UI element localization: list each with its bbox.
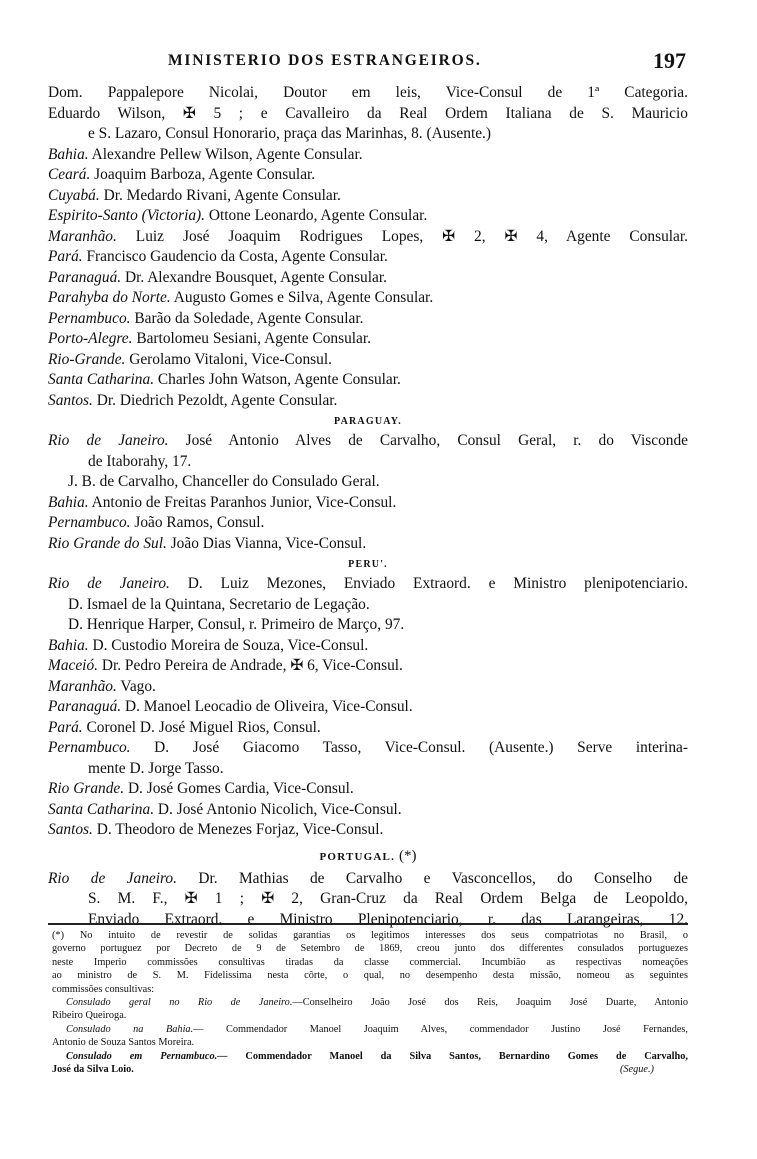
text-line: de Itaborahy, 17. [88, 452, 192, 470]
place-name: Pernambuco. [48, 739, 131, 756]
text-line: Pernambuco. D. José Giacomo Tasso, Vice-Consul. (Ausente.) Serve interina- [48, 739, 688, 756]
place-name: Santos. [48, 391, 93, 409]
text-line: Maranhão. Luiz José Joaquim Rodrigues Lopes, ✠ 2, ✠ 4, Agente Consular. [48, 227, 688, 245]
place-name: Pará. [48, 248, 83, 265]
place-name: Maceió. [48, 657, 98, 674]
footnote-line: Consulado em Pernambuco.— Commendador Manoel da Silva Santos, Bernardino Gomes de Carvalho, [66, 1050, 688, 1062]
footnote-line: governo portuguez por Decreto de 9 de Setembro de 1869, creou junto dos differentes consulados portuguezes [52, 943, 688, 955]
place-name: Parahyba do Norte. [48, 289, 171, 306]
text-line: Santa Catharina. Charles John Watson, Agente Consular. [48, 371, 401, 388]
place-name: Rio Grande do Sul. [48, 534, 167, 552]
footnote-line: Consulado geral no Rio de Janeiro.—Conselheiro João José dos Reis, Joaquim José Duarte, Antonio [66, 996, 688, 1008]
text-line: Pernambuco. João Ramos, Consul. [48, 514, 265, 531]
footnote-rule [48, 923, 688, 925]
place-name: Rio de Janeiro. [48, 575, 170, 592]
text-line: Espirito-Santo (Victoria). Ottone Leonardo, Agente Consular. [48, 207, 428, 224]
place-name: Santos. [48, 821, 93, 838]
text-line: Santos. D. Theodoro de Menezes Forjaz, Vice-Consul. [48, 821, 384, 838]
place-name: Paranaguá. [48, 698, 122, 715]
place-name: Paranaguá. [48, 268, 122, 286]
text-line: Pernambuco. Barão da Soledade, Agente Consular. [48, 309, 364, 327]
section-heading-portugal: PORTUGAL. (*) [319, 847, 417, 864]
footnote-continued: (Segue.) [619, 1063, 654, 1075]
text-line: Santos. Dr. Diedrich Pezoldt, Agente Consular. [48, 391, 338, 409]
text-line: Santa Catharina. D. José Antonio Nicolich, Vice-Consul. [48, 800, 402, 818]
place-name: Espirito-Santo (Victoria). [48, 207, 206, 224]
text-line: Enviado Extraord. e Ministro Plenipotenciario, r. das Larangeiras, 12. [88, 910, 688, 928]
place-name: Santa Catharina. [48, 800, 155, 818]
text-line: D. Henrique Harper, Consul, r. Primeiro de Março, 97. [68, 616, 405, 633]
footnote-line: (*) No intuito de revestir de solidas garantias os legitimos interesses dos seus compatriotas no Brasil, o [52, 930, 688, 941]
text-line: Rio Grande do Sul. João Dias Vianna, Vice-Consul. [48, 534, 367, 552]
place-name: Bahia. [48, 636, 89, 654]
place-name: Rio-Grande. [48, 350, 126, 368]
text-line: D. Ismael de la Quintana, Secretario de Legação. [68, 595, 370, 613]
text-line: e S. Lazaro, Consul Honorario, praça das Marinhas, 8. (Ausente.) [88, 125, 492, 142]
text-line: Maranhão. Vago. [48, 677, 156, 695]
text-line: Pará. Francisco Gaudencio da Costa, Agente Consular. [48, 248, 388, 265]
paraguay-entries [48, 431, 688, 554]
section-heading-peru: PERU'. [348, 559, 388, 570]
place-name: Rio Grande. [48, 780, 125, 797]
section-heading-paraguay: PARAGUAY. [334, 416, 402, 427]
footnote-line: José da Silva Loio. [52, 1063, 134, 1075]
footnote-line: Ribeiro Queiroga. [52, 1010, 127, 1022]
text-line: Bahia. Antonio de Freitas Paranhos Junior, Vice-Consul. [48, 493, 397, 511]
text-line: Ceará. Joaquim Barboza, Agente Consular. [48, 166, 316, 183]
place-name: Bahia. [48, 493, 89, 511]
place-name: Rio de Janeiro. [48, 869, 177, 887]
text-line: J. B. de Carvalho, Chanceller do Consulado Geral. [68, 473, 380, 490]
footnote-line: commissões consultivas: [52, 983, 155, 995]
place-name: Ceará. [48, 166, 91, 183]
footnote-line: Antonio de Souza Santos Moreira. [52, 1037, 195, 1049]
footnote-line: Consulado na Bahia.— Commendador Manoel Joaquim Alves, commendador Justino José Fernandes, [66, 1023, 689, 1035]
text-line: Rio de Janeiro. José Antonio Alves de Carvalho, Consul Geral, r. do Visconde [48, 432, 688, 449]
place-name: Pernambuco. [48, 514, 131, 531]
place-name: Pará. [48, 718, 83, 736]
portugal-entries [48, 869, 688, 931]
text-line: Maceió. Dr. Pedro Pereira de Andrade, ✠ 6, Vice-Consul. [48, 657, 403, 674]
text-line: Parahyba do Norte. Augusto Gomes e Silva, Agente Consular. [48, 289, 434, 306]
text-line: Paranaguá. Dr. Alexandre Bousquet, Agente Consular. [48, 268, 387, 286]
text-line: Pará. Coronel D. José Miguel Rios, Consul. [48, 718, 321, 736]
peru-entries [48, 574, 688, 841]
page-number: 197 [653, 48, 686, 73]
running-title: MINISTERIO DOS ESTRANGEIROS. [168, 52, 482, 69]
text-line: Rio de Janeiro. Dr. Mathias de Carvalho e Vasconcellos, do Conselho de [48, 869, 689, 887]
text-line: Dom. Pappalepore Nicolai, Doutor em leis, Vice-Consul de 1ª Categoria. [48, 84, 688, 101]
place-name: Pernambuco. [48, 309, 131, 327]
footnote-line: ao ministro de S. M. Fidelissima nesta côrte, o qual, no desempenho desta missão, nomeou as seguintes [52, 970, 688, 982]
text-line: Rio de Janeiro. D. Luiz Mezones, Enviado Extraord. e Ministro plenipotenciario. [48, 575, 688, 592]
place-name: Maranhão. [48, 677, 117, 695]
footnote-line: neste Imperio commissões consultivas tiradas da classe commercial. Incumbião as respectivas nomeações [52, 956, 688, 968]
text-line: Porto-Alegre. Bartolomeu Sesiani, Agente Consular. [48, 330, 372, 347]
page-header [48, 50, 688, 76]
place-name: Maranhão. [48, 227, 117, 245]
place-name: Bahia. [48, 145, 89, 163]
place-name: Rio de Janeiro. [48, 432, 169, 449]
text-line: Bahia. Alexandre Pellew Wilson, Agente Consular. [48, 145, 363, 163]
text-line: mente D. Jorge Tasso. [88, 759, 224, 777]
place-name: Cuyabá. [48, 186, 100, 204]
text-line: Rio Grande. D. José Gomes Cardia, Vice-Consul. [48, 780, 354, 797]
place-name: Santa Catharina. [48, 371, 155, 388]
italy-entries [48, 83, 688, 411]
text-line: Cuyabá. Dr. Medardo Rivani, Agente Consular. [48, 186, 341, 204]
footnote-marker: (*) [398, 847, 417, 864]
text-line: S. M. F., ✠ 1 ; ✠ 2, Gran-Cruz da Real Ordem Belga de Leopoldo, [88, 890, 688, 907]
text-line: Paranaguá. D. Manoel Leocadio de Oliveira, Vice-Consul. [48, 698, 413, 715]
page-body [48, 83, 688, 930]
footnote [52, 929, 688, 1076]
text-line: Bahia. D. Custodio Moreira de Souza, Vice-Consul. [48, 636, 369, 654]
place-name: Porto-Alegre. [48, 330, 133, 347]
text-line: Rio-Grande. Gerolamo Vitaloni, Vice-Consul. [48, 350, 332, 368]
text-line: Eduardo Wilson, ✠ 5 ; e Cavalleiro da Real Ordem Italiana de S. Mauricio [48, 104, 688, 122]
